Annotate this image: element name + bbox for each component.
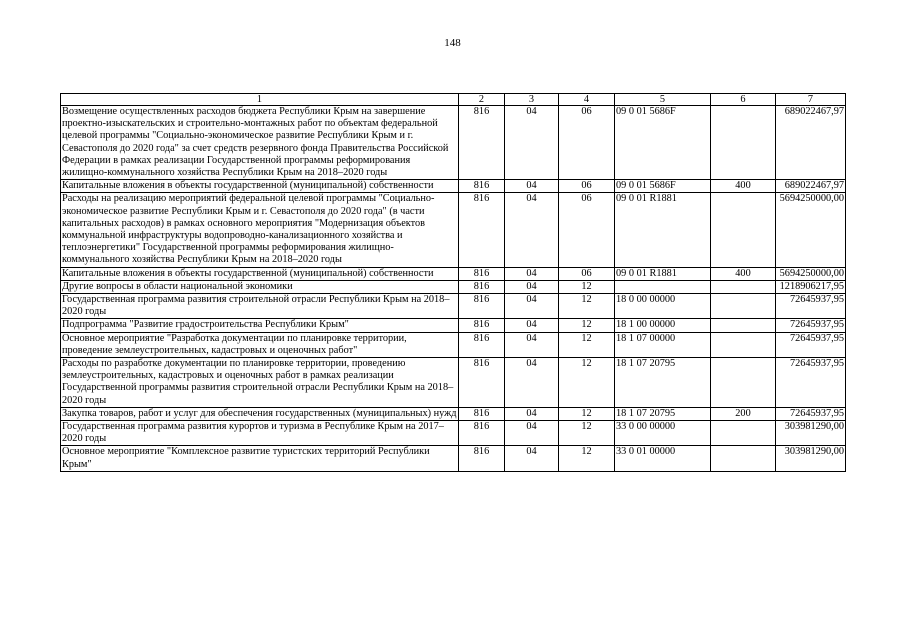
column-header: 5 xyxy=(615,94,711,106)
table-row xyxy=(61,280,846,293)
row-name-cell: Расходы на реализацию мероприятий федеральной целевой программы "Социально-экономическое развитие Республики Крым и г. Севастополя до 2020 года" (в части капитальных расходов) в рамках основного мероприятия "Модернизация объектов коммунальной инфраструктуры водопроводно-канализационного хозяйства и теплоэнергетики" Государственной программы реформирования жилищно-коммунального хозяйства Республики Крым на 2018–2020 годы xyxy=(61,193,459,267)
grbs-code-cell: 816 xyxy=(459,407,505,420)
row-name-cell: Закупка товаров, работ и услуг для обеспечения государственных (муниципальных) нужд xyxy=(62,407,457,419)
target-article-cell: 18 0 00 00000 xyxy=(615,294,711,319)
row-name-cell: Основное мероприятие "Разработка документации по планировке территории, проведение землеустроительных, кадастровых и оценочных работ" xyxy=(61,332,459,357)
amount-cell: 72645937,95 xyxy=(776,407,846,420)
subsection-code-cell: 12 xyxy=(559,332,615,357)
expense-type-cell xyxy=(711,106,776,180)
row-name-cell: Капитальные вложения в объекты государственной (муниципальной) собственности xyxy=(61,267,459,280)
target-article-cell: 09 0 01 R1881 xyxy=(615,193,711,267)
amount-cell: 5694250000,00 xyxy=(776,267,846,280)
expense-type-cell: 200 xyxy=(711,407,776,420)
column-header: 7 xyxy=(776,94,846,106)
row-name-cell: Другие вопросы в области национальной экономики xyxy=(61,280,459,293)
amount-cell: 303981290,00 xyxy=(776,421,846,446)
row-name-cell: Государственная программа развития строительной отрасли Республики Крым на 2018–2020 годы xyxy=(61,294,459,319)
expense-type-cell xyxy=(711,193,776,267)
grbs-code-cell: 816 xyxy=(459,421,505,446)
amount-cell: 5694250000,00 xyxy=(776,193,846,267)
table-row xyxy=(61,319,846,332)
amount-cell: 72645937,95 xyxy=(776,358,846,408)
amount-cell: 689022467,97 xyxy=(776,180,846,193)
section-code-cell: 04 xyxy=(505,407,559,420)
target-article-cell: 18 1 07 00000 xyxy=(615,332,711,357)
row-name-cell: Расходы по разработке документации по планировке территории, проведению землеустроительных, кадастровых и оценочных работ в рамках реализации Государственной программы развития строительной отрасли Республики Крым на 2018–2020 годы xyxy=(61,358,459,408)
section-code-cell: 04 xyxy=(505,319,559,332)
target-article-cell: 09 0 01 5686F xyxy=(615,106,711,180)
grbs-code-cell: 816 xyxy=(459,294,505,319)
section-code-cell: 04 xyxy=(505,180,559,193)
subsection-code-cell: 12 xyxy=(559,280,615,293)
column-header: 4 xyxy=(559,94,615,106)
subsection-code-cell: 12 xyxy=(559,358,615,408)
table-row xyxy=(61,193,846,267)
target-article-cell: 09 0 01 R1881 xyxy=(615,267,711,280)
column-header: 1 xyxy=(61,94,459,106)
grbs-code-cell: 816 xyxy=(459,180,505,193)
grbs-code-cell: 816 xyxy=(459,319,505,332)
section-code-cell: 04 xyxy=(505,446,559,471)
row-name-cell: Капитальные вложения в объекты государственной (муниципальной) собственности xyxy=(61,180,459,193)
expense-type-cell xyxy=(711,280,776,293)
amount-cell: 303981290,00 xyxy=(776,446,846,471)
expense-type-cell: 400 xyxy=(711,180,776,193)
subsection-code-cell: 12 xyxy=(559,294,615,319)
expense-type-cell xyxy=(711,332,776,357)
subsection-code-cell: 12 xyxy=(559,407,615,420)
expense-type-cell xyxy=(711,446,776,471)
header-row xyxy=(61,94,846,106)
column-header: 3 xyxy=(505,94,559,106)
subsection-code-cell: 06 xyxy=(559,267,615,280)
section-code-cell: 04 xyxy=(505,421,559,446)
table-row xyxy=(61,358,846,408)
table-row xyxy=(61,267,846,280)
subsection-code-cell: 12 xyxy=(559,446,615,471)
table-row xyxy=(61,446,846,471)
expense-type-cell xyxy=(711,358,776,408)
target-article-cell: 33 0 00 00000 xyxy=(615,421,711,446)
amount-cell: 1218906217,95 xyxy=(776,280,846,293)
subsection-code-cell: 12 xyxy=(559,319,615,332)
expense-type-cell xyxy=(711,421,776,446)
section-code-cell: 04 xyxy=(505,294,559,319)
budget-table xyxy=(60,93,846,472)
row-name-cell: Основное мероприятие "Комплексное развитие туристских территорий Республики Крым" xyxy=(61,446,459,471)
expense-type-cell xyxy=(711,294,776,319)
subsection-code-cell: 06 xyxy=(559,180,615,193)
section-code-cell: 04 xyxy=(505,267,559,280)
grbs-code-cell: 816 xyxy=(459,332,505,357)
subsection-code-cell: 12 xyxy=(559,421,615,446)
target-article-cell: 09 0 01 5686F xyxy=(615,180,711,193)
grbs-code-cell: 816 xyxy=(459,193,505,267)
grbs-code-cell: 816 xyxy=(459,267,505,280)
subsection-code-cell: 06 xyxy=(559,106,615,180)
target-article-cell xyxy=(615,280,711,293)
table-row xyxy=(61,407,846,420)
section-code-cell: 04 xyxy=(505,280,559,293)
table-row xyxy=(61,106,846,180)
grbs-code-cell: 816 xyxy=(459,106,505,180)
expense-type-cell xyxy=(711,319,776,332)
expense-type-cell: 400 xyxy=(711,267,776,280)
amount-cell: 72645937,95 xyxy=(776,319,846,332)
target-article-cell: 18 1 00 00000 xyxy=(615,319,711,332)
table-row xyxy=(61,332,846,357)
grbs-code-cell: 816 xyxy=(459,358,505,408)
target-article-cell: 33 0 01 00000 xyxy=(615,446,711,471)
page-number: 148 xyxy=(444,37,461,49)
section-code-cell: 04 xyxy=(505,193,559,267)
section-code-cell: 04 xyxy=(505,106,559,180)
section-code-cell: 04 xyxy=(505,332,559,357)
grbs-code-cell: 816 xyxy=(459,280,505,293)
amount-cell: 689022467,97 xyxy=(776,106,846,180)
row-name-cell: Подпрограмма "Развитие градостроительства Республики Крым" xyxy=(61,319,459,332)
grbs-code-cell: 816 xyxy=(459,446,505,471)
row-name-cell: Возмещение осуществленных расходов бюджета Республики Крым на завершение проектно-изыскательских и строительно-монтажных работ по объектам федеральной целевой программы "Социально-экономическое развитие Республики Крым и г. Севастополя до 2020 года" за счет средств резервного фонда Правительства Российской Федерации в рамках реализации Государственной программы реформирования жилищно-коммунального хозяйства Республики Крым на 2018–2020 годы xyxy=(61,106,459,180)
table-row xyxy=(61,180,846,193)
subsection-code-cell: 06 xyxy=(559,193,615,267)
row-name-cell: Государственная программа развития курортов и туризма в Республике Крым на 2017–2020 годы xyxy=(61,421,459,446)
column-header: 2 xyxy=(459,94,505,106)
section-code-cell: 04 xyxy=(505,358,559,408)
column-header: 6 xyxy=(711,94,776,106)
table-row xyxy=(61,421,846,446)
amount-cell: 72645937,95 xyxy=(776,294,846,319)
target-article-cell: 18 1 07 20795 xyxy=(615,407,711,420)
target-article-cell: 18 1 07 20795 xyxy=(615,358,711,408)
amount-cell: 72645937,95 xyxy=(776,332,846,357)
table-row xyxy=(61,294,846,319)
